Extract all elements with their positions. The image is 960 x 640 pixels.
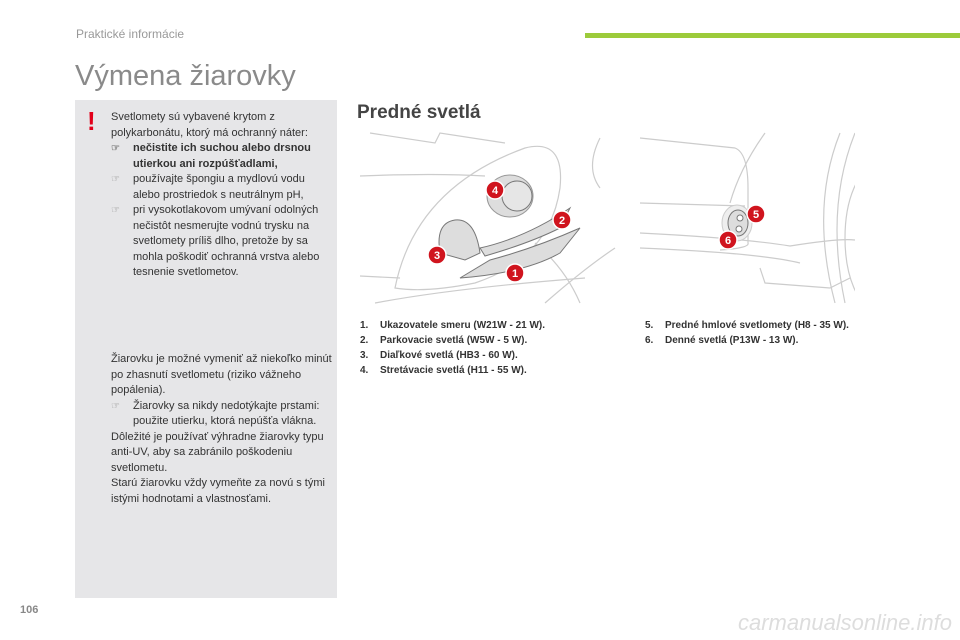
bullet-item	[111, 172, 333, 203]
item-number: 3.	[360, 350, 369, 361]
list-item	[360, 318, 545, 333]
item-number: 6.	[645, 335, 654, 346]
callout-label: 5	[752, 209, 760, 221]
paragraph: Dôležité je používať výhradne žiarovky typu anti-UV, aby sa zabránilo poškodeniu svetlometu.	[111, 430, 324, 474]
item-number: 4.	[360, 365, 369, 376]
pointing-hand-icon: ☞	[111, 205, 120, 216]
list-item	[645, 333, 849, 348]
list-item	[645, 318, 849, 333]
paragraph: Starú žiarovku vždy vymeňte za novú s tými istými hodnotami a vlastnosťami.	[111, 477, 325, 505]
bullet-text: používajte špongiu a mydlovú vodu alebo prostriedok s neutrálnym pH,	[133, 173, 305, 201]
warning-text-2	[111, 352, 333, 507]
list-item	[360, 333, 545, 348]
callout-label: 6	[724, 235, 732, 247]
item-text: Diaľkové svetlá (HB3 - 60 W).	[380, 350, 518, 361]
pointing-hand-icon: ☞	[111, 400, 120, 412]
header-accent-bar	[585, 33, 960, 38]
item-text: Ukazovatele smeru (W21W - 21 W).	[380, 320, 546, 331]
item-text: Stretávacie svetlá (H11 - 55 W).	[380, 365, 527, 376]
list-item	[360, 348, 545, 363]
bullet-item	[111, 203, 333, 281]
callout-label: 1	[511, 268, 519, 280]
bullet-text: pri vysokotlakovom umývaní odolných nečistôt nesmerujte vodnú trysku na svetlomety príliš dlho, pretože by sa mohla poškodiť ochranná vrstva alebo tesnenie svetlometov.	[133, 204, 320, 278]
warning-text-1	[111, 110, 333, 281]
headlight-illustration	[355, 128, 625, 308]
pointing-hand-icon: ☞	[111, 174, 120, 185]
warning-intro: Svetlomety sú vybavené krytom z polykarbonátu, ktorý má ochranný náter:	[111, 111, 308, 139]
item-number: 1.	[360, 320, 369, 331]
paragraph: Žiarovku je možné vymeniť až niekoľko minút po zhasnutí svetlometu (riziko vážneho popálenia).	[111, 353, 332, 396]
callout-label: 3	[433, 250, 441, 262]
page-title: Výmena žiarovky	[75, 60, 296, 92]
list-item	[360, 363, 545, 378]
callout-label: 4	[491, 185, 499, 197]
fog-light-illustration	[640, 128, 855, 308]
pointing-hand-icon: ☞	[111, 143, 120, 154]
item-number: 5.	[645, 320, 654, 331]
bullet-text: Žiarovky sa nikdy nedotýkajte prstami: použite utierku, ktorá nepúšťa vlákna.	[133, 399, 320, 427]
exclamation-icon: !	[87, 106, 96, 136]
bullet-text: nečistite ich suchou alebo drsnou utierkou ani rozpúšťadlami,	[133, 142, 311, 170]
item-text: Predné hmlové svetlomety (H8 - 35 W).	[665, 320, 849, 331]
callout-label: 2	[558, 215, 566, 227]
item-text: Denné svetlá (P13W - 13 W).	[665, 335, 799, 346]
item-text: Parkovacie svetlá (W5W - 5 W).	[380, 335, 528, 346]
bulb-list-left	[360, 318, 545, 378]
section-subtitle: Predné svetlá	[357, 102, 481, 123]
bullet-item	[111, 141, 333, 172]
bullet-item	[111, 399, 333, 430]
watermark: carmanualsonline.info	[737, 610, 952, 635]
section-header: Praktické informácie	[76, 27, 185, 41]
item-number: 2.	[360, 335, 369, 346]
bulb-list-right	[645, 318, 849, 348]
page-number: 106	[20, 604, 39, 616]
